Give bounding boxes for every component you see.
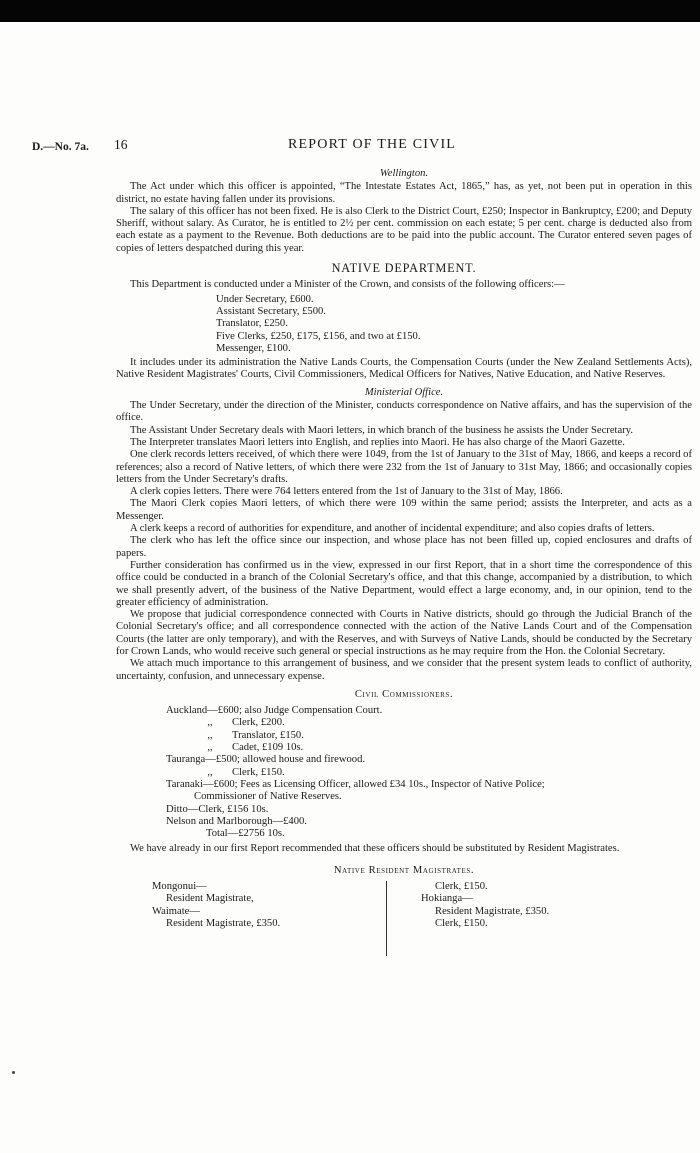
column-divider: [386, 881, 387, 956]
ministerial-office-heading: Ministerial Office.: [364, 386, 444, 398]
paragraph: One clerk records letters received, of which there were 1049, from the 1st of January to the 31st of May, 1866, and keeps a record of references; also a record of Native letters, of which there were 232 from the 1st of January to 31st May, 1866; and occasionally copies letters from the Under Secretary's drafts.: [116, 449, 692, 485]
list-item-text: Cadet, £109 10s.: [232, 742, 304, 754]
margin-mark: [12, 1071, 15, 1074]
paragraph: We propose that judicial correspondence connected with Courts in Native districts, should go through the Judicial Branch of the Colonial Secretary's office; and all correspondence connected with the action of the Native Lands Court and of the Compensation Courts (the latter are only temporary), and with the Reserves, and with Surveys of Native Lands, should be conducted by the Secretary for Crown Lands, who would receive such general or special instructions as he may require from the Hon. the Colonial Secretary.: [116, 609, 692, 657]
list-item: Resident Magistrate,: [166, 893, 254, 905]
ditto-mark: ,,: [207, 766, 213, 778]
magistrates-table: [116, 881, 692, 961]
paragraph: The salary of this officer has not been fixed. He is also Clerk to the District Court, £250; Inspector in Bankruptcy, £200; and Deputy Sheriff, without salary. As Curator, he is entitled to 2½ per cent. commission on each estate; 5 per cent. charge is deducted also from each estate as a payment to the Revenue. Both deductions are to be paid into the public account. The Curator entered seven pages of copies of letters despatched during this year.: [116, 205, 692, 254]
list-item-text: Clerk, £150.: [232, 766, 285, 778]
list-item: Nelson and Marlborough—£400.: [166, 815, 307, 827]
list-item: Assistant Secretary, £500.: [216, 305, 326, 317]
list-item: Taranaki—£600; Fees as Licensing Officer, allowed £34 10s., Inspector of Native Police;: [166, 778, 545, 790]
list-item: Resident Magistrate, £350.: [166, 917, 281, 929]
list-item: [166, 742, 692, 754]
list-item: Auckland—£600; also Judge Compensation Court.: [166, 705, 383, 717]
page-header: [0, 139, 700, 157]
magistrates-left-column: [152, 881, 280, 930]
ditto-mark: ,,: [207, 729, 213, 741]
list-item: [166, 730, 692, 742]
page-body: [116, 168, 692, 961]
paragraph: A clerk copies letters. There were 764 letters entered from the 1st of January to the 31st of May, 1866.: [130, 486, 563, 498]
ditto-mark: ,,: [207, 717, 213, 729]
list-item: Resident Magistrate, £350.: [435, 905, 550, 917]
civil-commissioners-heading: Civil Commissioners.: [354, 688, 454, 700]
paragraph: A clerk keeps a record of authorities for expenditure, and another of incidental expenditure; and also copies drafts of letters.: [130, 523, 655, 535]
list-item: Mongonui—: [152, 881, 207, 893]
native-department-heading: NATIVE DEPARTMENT.: [331, 261, 477, 276]
page-number: 16: [114, 137, 128, 152]
list-item: Tauranga—£500; allowed house and firewood.: [166, 754, 366, 766]
list-item: Under Secretary, £600.: [216, 293, 314, 305]
list-item: Waimate—: [152, 905, 200, 917]
list-item: Clerk, £150.: [435, 881, 488, 893]
list-item: Five Clerks, £250, £175, £156, and two at £150.: [216, 330, 421, 342]
total-line: Total—£2756 10s.: [206, 828, 285, 840]
magistrates-right-column: [421, 881, 549, 930]
list-item: Hokianga—: [421, 893, 473, 905]
list-item: Commissioner of Native Reserves.: [194, 791, 342, 803]
list-item-text: Translator, £150.: [232, 729, 304, 741]
list-item: [166, 717, 692, 729]
document-reference: D.—No. 7a.: [32, 141, 89, 153]
list-item-text: Clerk, £200.: [232, 717, 285, 729]
paragraph: The Maori Clerk copies Maori letters, of which there were 109 within the same period; assists the Interpreter, and acts as a Messenger.: [116, 498, 692, 522]
officers-list: [216, 294, 692, 355]
paragraph: We attach much importance to this arrangement of business, and we consider that the present system leads to conflict of authority, uncertainty, confusion, and unnecessary expense.: [116, 658, 692, 682]
wellington-heading: Wellington.: [379, 168, 429, 179]
paragraph: This Department is conducted under a Minister of the Crown, and consists of the following officers:—: [130, 279, 565, 291]
paragraph: Further consideration has confirmed us in the view, expressed in our first Report, that in a short time the correspondence of this office could be conducted in a branch of the Colonial Secretary's office, and that this change, accompanied by a distribution, to which we shall presently advert, of the business of the Native Department, would effect a large economy, and, in our opinion, tend to the greater efficiency of administration.: [116, 559, 692, 608]
civil-commissioners-list: [166, 705, 692, 840]
paragraph: The Act under which this officer is appointed, “The Intestate Estates Act, 1865,” has, as yet, not been put in operation in this district, no estate having fallen under its provisions.: [116, 181, 692, 205]
list-item: [166, 767, 692, 779]
list-item: Clerk, £150.: [435, 917, 488, 929]
list-item: Ditto—Clerk, £156 10s.: [166, 803, 269, 815]
native-resident-magistrates-heading: Native Resident Magistrates.: [333, 864, 475, 876]
paragraph: The Under Secretary, under the direction of the Minister, conducts correspondence on Native affairs, and has the supervision of the office.: [116, 400, 692, 424]
paragraph: We have already in our first Report recommended that these officers should be substituted by Resident Magistrates.: [130, 843, 620, 855]
list-item: Translator, £250.: [216, 318, 288, 330]
scan-top-border: [0, 0, 700, 22]
list-item: Messenger, £100.: [216, 342, 291, 354]
paragraph: It includes under its administration the Native Lands Courts, the Compensation Courts (under the New Zealand Settlements Acts), Native Resident Magistrates' Courts, Civil Commissioners, Medical Officers for Natives, Native Education, and Native Reserves.: [116, 357, 692, 381]
running-title: REPORT OF THE CIVIL: [288, 137, 457, 152]
ditto-mark: ,,: [207, 742, 213, 754]
paragraph: The clerk who has left the office since our inspection, and whose place has not been filled up, copied enclosures and drafts of papers.: [116, 535, 692, 559]
paragraph: The Interpreter translates Maori letters into English, and replies into Maori. He has also charge of the Maori Gazette.: [130, 436, 625, 448]
paragraph: The Assistant Under Secretary deals with Maori letters, in which branch of the business he assists the Under Secretary.: [130, 424, 633, 436]
